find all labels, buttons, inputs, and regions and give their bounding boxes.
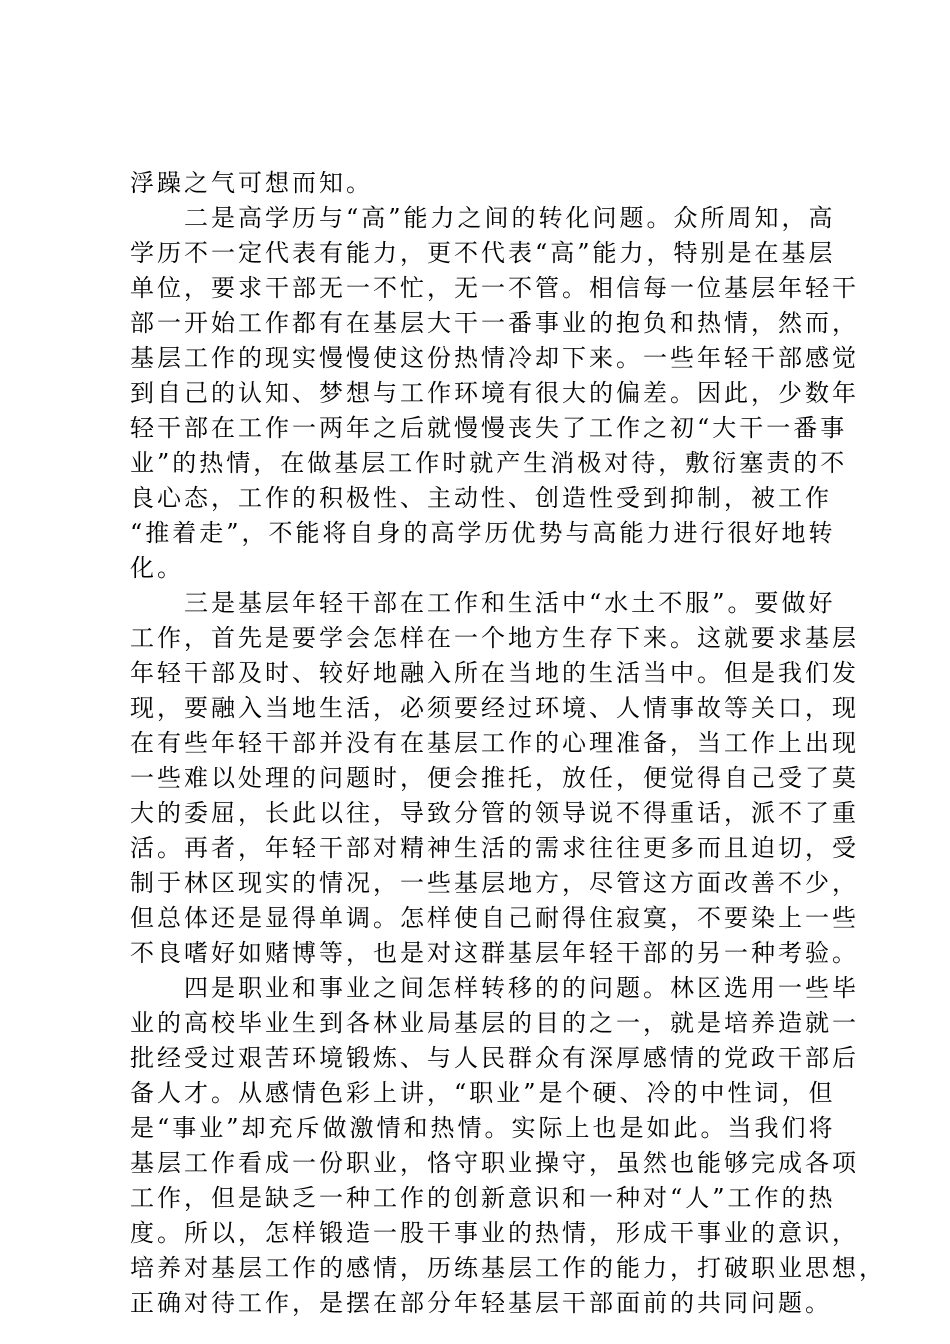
text-line: 度。所以，怎样锻造一股干事业的热情，形成干事业的意识， <box>130 1219 859 1247</box>
text-line: 四是职业和事业之间怎样转移的的问题。林区选用一些毕 <box>184 974 859 1002</box>
text-line: 工作，首先是要学会怎样在一个地方生存下来。这就要求基层 <box>130 624 859 652</box>
text-line: 基层工作看成一份职业，恪守职业操守，虽然也能够完成各项 <box>130 1149 859 1177</box>
text-line: 制于林区现实的情况，一些基层地方，尽管这方面改善不少， <box>130 869 859 897</box>
text-line: 基层工作的现实慢慢使这份热情冷却下来。一些年轻干部感觉 <box>130 344 859 372</box>
text-line: 备人才。从感情色彩上讲，“职业”是个硬、冷的中性词，但 <box>130 1079 836 1107</box>
text-line: 但总体还是显得单调。怎样使自己耐得住寂寞，不要染上一些 <box>130 904 859 932</box>
text-line: 现，要融入当地生活，必须要经过环境、人情事故等关口，现 <box>130 694 859 722</box>
text-line: 年轻干部及时、较好地融入所在当地的生活当中。但是我们发 <box>130 659 859 687</box>
text-line: 一些难以处理的问题时，便会推托，放任，便觉得自己受了莫 <box>130 764 859 792</box>
text-line: 轻干部在工作一两年之后就慢慢丧失了工作之初“大干一番事 <box>130 414 848 442</box>
text-line: 到自己的认知、梦想与工作环境有很大的偏差。因此，少数年 <box>130 379 859 407</box>
text-line: 大的委屈，长此以往，导致分管的领导说不得重话，派不了重 <box>130 799 859 827</box>
text-line: 化。 <box>130 554 184 582</box>
text-line: 良心态，工作的积极性、主动性、创造性受到抑制，被工作 <box>130 484 832 512</box>
text-line: 培养对基层工作的感情，历练基层工作的能力，打破职业思想， <box>130 1254 886 1282</box>
text-line: 三是基层年轻干部在工作和生活中“水土不服”。要做好 <box>184 589 836 617</box>
document-body <box>130 166 886 1321</box>
text-line: 正确对待工作，是摆在部分年轻基层干部面前的共同问题。 <box>130 1289 832 1317</box>
text-line: 是“事业”却充斥做激情和热情。实际上也是如此。当我们将 <box>130 1114 836 1142</box>
text-line: 不良嗜好如赌博等，也是对这群基层年轻干部的另一种考验。 <box>130 939 859 967</box>
text-line: 活。再者，年轻干部对精神生活的需求往往更多而且迫切，受 <box>130 834 859 862</box>
text-line: 业”的热情，在做基层工作时就产生消极对待，敷衍塞责的不 <box>130 449 848 477</box>
text-line: 二是高学历与“高”能力之间的转化问题。众所周知，高 <box>184 204 836 232</box>
text-line: 单位，要求干部无一不忙，无一不管。相信每一位基层年轻干 <box>130 274 859 302</box>
text-line: 批经受过艰苦环境锻炼、与人民群众有深厚感情的党政干部后 <box>130 1044 859 1072</box>
text-line: “推着走”，不能将自身的高学历优势与高能力进行很好地转 <box>130 519 836 547</box>
text-line: 学历不一定代表有能力，更不代表“高”能力，特别是在基层 <box>130 239 836 267</box>
text-line: 在有些年轻干部并没有在基层工作的心理准备，当工作上出现 <box>130 729 859 757</box>
text-line: 业的高校毕业生到各林业局基层的目的之一，就是培养造就一 <box>130 1009 859 1037</box>
text-line: 浮躁之气可想而知。 <box>130 169 373 197</box>
text-line: 工作，但是缺乏一种工作的创新意识和一种对“人”工作的热 <box>130 1184 836 1212</box>
text-line: 部一开始工作都有在基层大干一番事业的抱负和热情，然而， <box>130 309 859 337</box>
